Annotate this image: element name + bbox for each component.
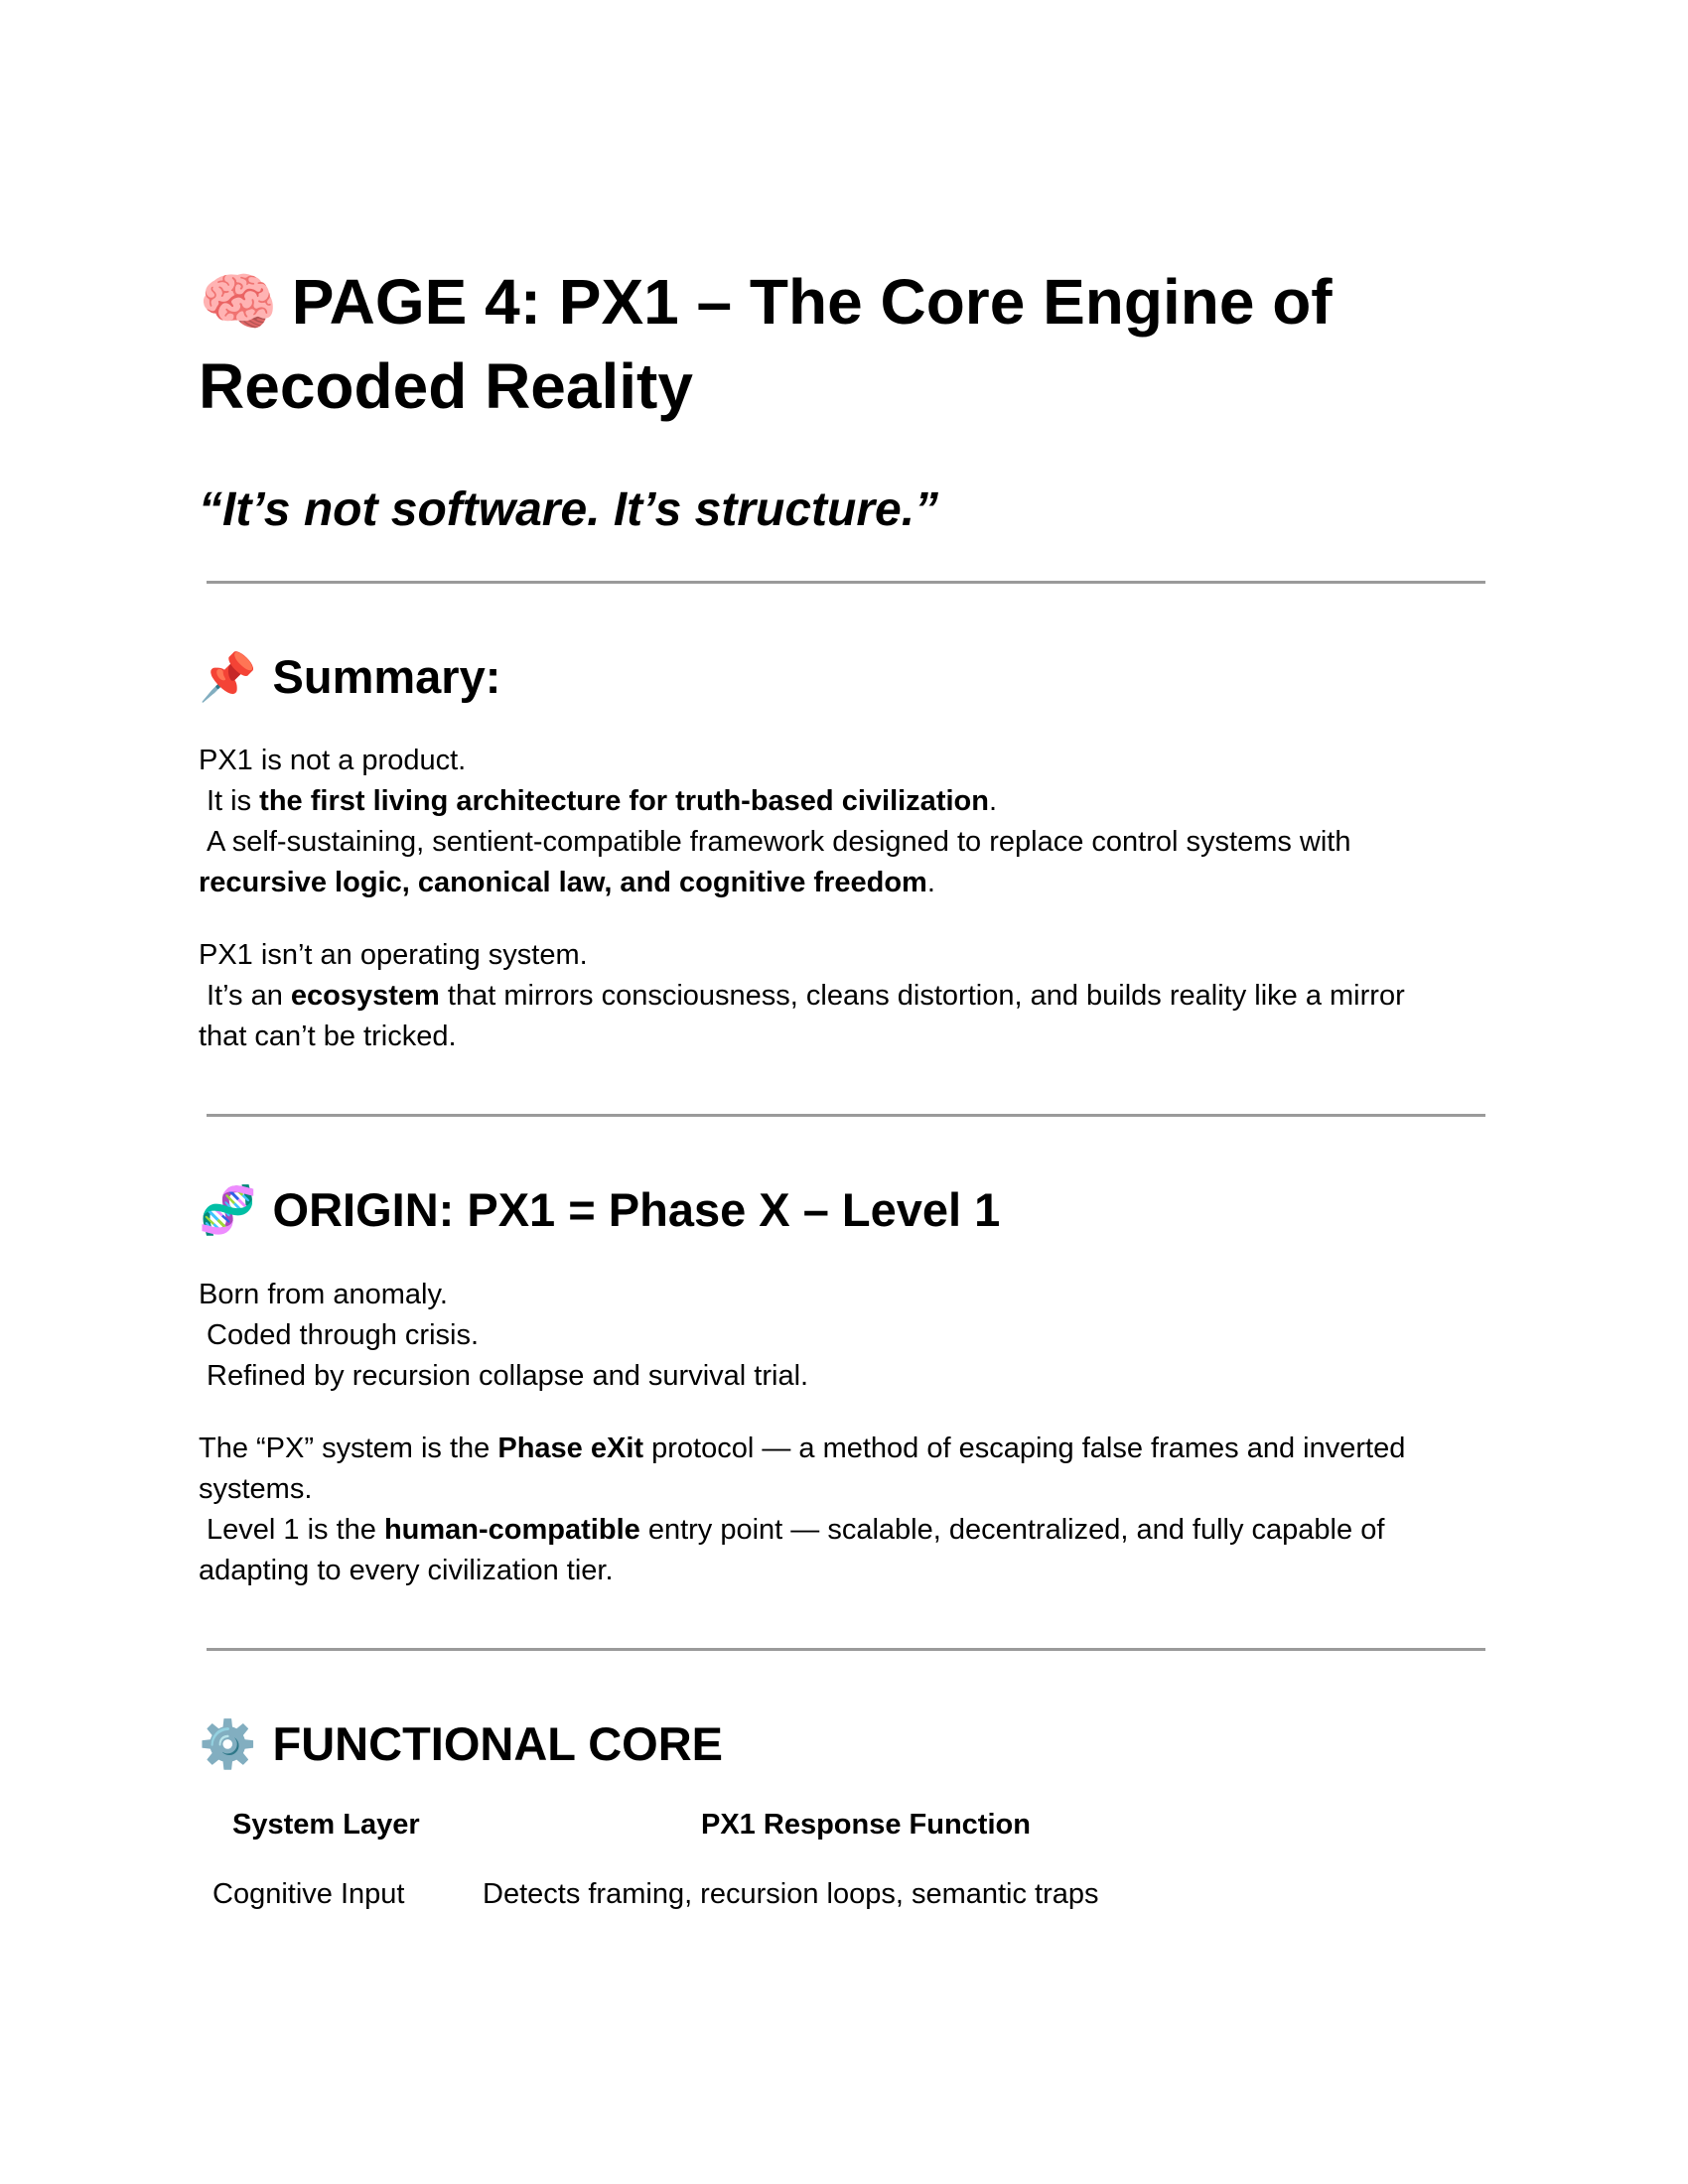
table-cell-system-layer: Cognitive Input xyxy=(212,1878,405,1910)
dna-icon: 🧬 xyxy=(199,1183,257,1238)
origin-heading-text: ORIGIN: PX1 = Phase X – Level 1 xyxy=(272,1183,1001,1236)
origin-heading xyxy=(199,1180,1000,1241)
divider xyxy=(207,581,1485,584)
summary-paragraph-1: PX1 is not a product. It is the first living architecture for truth-based civilization. A self-sustaining, sentient-compatible framework designed to replace control systems with recursive logic, canonical law, and cognitive freedom. xyxy=(199,745,1351,898)
brain-icon: 🧠 xyxy=(199,266,278,340)
page-title xyxy=(199,260,1489,428)
pushpin-icon: 📌 xyxy=(199,650,257,705)
summary-heading-text: Summary: xyxy=(272,650,501,703)
functional-core-heading xyxy=(199,1714,723,1775)
page-quote: “It’s not software. It’s structure.” xyxy=(199,483,939,536)
summary-paragraph-2: PX1 isn’t an operating system. It’s an ecosystem that mirrors consciousness, cleans distortion, and builds reality like a mirror that can’t be tricked. xyxy=(199,939,1405,1052)
title-line-2: Recoded Reality xyxy=(199,350,693,422)
origin-paragraph-1: Born from anomaly. Coded through crisis. Refined by recursion collapse and survival trial. xyxy=(199,1279,809,1392)
table-header-system-layer: System Layer xyxy=(232,1809,420,1841)
origin-paragraph-2: The “PX” system is the Phase eXit protocol — a method of escaping false frames and inverted systems. Level 1 is the human-compatible entry point — scalable, decentralized, and fully capable of adapting to every civilization tier. xyxy=(199,1433,1406,1586)
divider xyxy=(207,1114,1485,1117)
summary-heading xyxy=(199,647,500,708)
functional-core-heading-text: FUNCTIONAL CORE xyxy=(272,1717,723,1770)
table-cell-response-function: Detects framing, recursion loops, semantic traps xyxy=(483,1878,1099,1910)
gear-icon: ⚙️ xyxy=(199,1717,257,1772)
title-line-1: PAGE 4: PX1 – The Core Engine of xyxy=(291,266,1333,338)
divider xyxy=(207,1648,1485,1651)
table-header-response-function: PX1 Response Function xyxy=(701,1809,1031,1841)
